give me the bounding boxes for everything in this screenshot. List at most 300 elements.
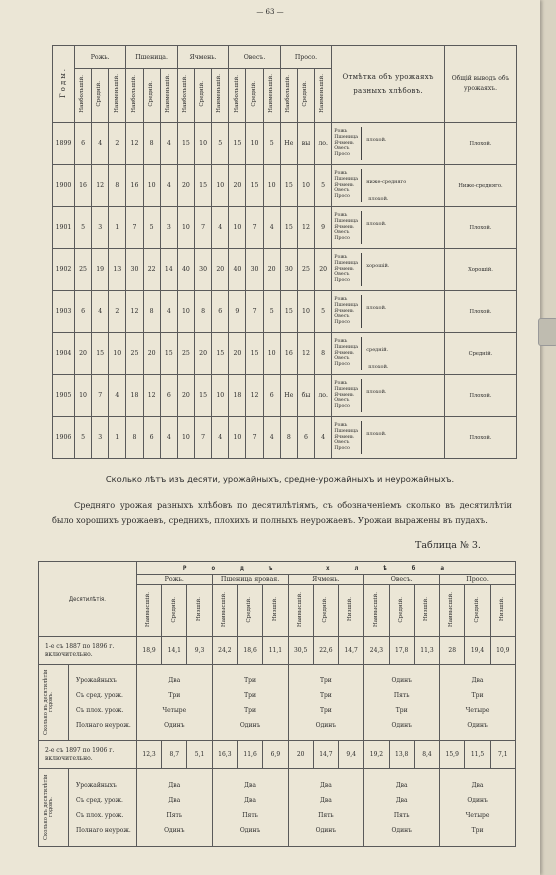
crop-name: Просо (334, 446, 350, 452)
value-cell: 8 (280, 417, 297, 459)
value-cell: 14,1 (162, 637, 187, 665)
count-word: Одинъ (467, 721, 488, 729)
count-word: Три (319, 691, 332, 699)
crop-notes-cell (332, 123, 445, 165)
sub-header (74, 69, 91, 123)
value-cell: 10 (297, 165, 314, 207)
value-cell: 16 (126, 165, 143, 207)
count-cell (440, 665, 516, 741)
sub-header-label: Наивысшій. (448, 591, 455, 628)
crop-notes-cell (332, 375, 445, 417)
value-cell: 15 (195, 165, 212, 207)
sub-header (160, 69, 177, 123)
row-label: Урожайныхъ (75, 781, 117, 789)
value-cell: 7 (246, 207, 263, 249)
sub-header-label: Наименьшій. (164, 74, 171, 113)
sub-header (263, 69, 280, 123)
value-cell: 15 (92, 333, 109, 375)
sub-header (195, 69, 212, 123)
value-cell: 4 (92, 291, 109, 333)
value-cell: 10 (212, 375, 229, 417)
value-cell: 10 (246, 123, 263, 165)
value-cell: 15 (246, 333, 263, 375)
value-cell: 24,2 (212, 637, 237, 665)
table-row (53, 417, 517, 459)
table-row (53, 375, 517, 417)
crop-name: Овесъ (334, 314, 350, 320)
value-cell: 25 (297, 249, 314, 291)
value-cell: 8 (195, 291, 212, 333)
count-word: Два (395, 796, 408, 804)
sub-header (263, 585, 288, 637)
count-cell (212, 769, 288, 847)
value-cell: 12 (143, 375, 160, 417)
sub-header-label: Наибольшій. (233, 74, 240, 113)
value-cell: 13,8 (389, 741, 414, 769)
crop-name: Пшеница (334, 260, 359, 266)
row-label: Съ плох. урож. (75, 706, 124, 714)
crop-name: Овесъ (334, 146, 350, 152)
crop-header: Пшеница. (126, 46, 177, 69)
value-cell: 22 (143, 249, 160, 291)
general-header: Общій выводъ объ урожаяхъ. (444, 46, 516, 123)
value-cell: 4 (212, 207, 229, 249)
value-cell: 7 (126, 207, 143, 249)
count-word: Одинъ (315, 826, 337, 834)
crop-name: Просо (334, 362, 350, 368)
year-cell: 1900 (53, 165, 75, 207)
sub-header-label: Наименьшій. (267, 74, 274, 113)
sub-header (126, 69, 143, 123)
sub-header-label: Наименьшій. (319, 74, 326, 113)
value-cell: 20 (212, 249, 229, 291)
general-cell: Плохой. (444, 417, 516, 459)
value-cell: 10,9 (490, 637, 515, 665)
side-label (39, 665, 69, 741)
crop-header: Овесъ. (364, 575, 440, 585)
value-cell: 8,4 (414, 741, 439, 769)
value-cell: 4 (109, 375, 126, 417)
count-cell (288, 769, 364, 847)
count-word: Пять (242, 811, 258, 819)
sub-header-label: Средній. (322, 596, 329, 623)
crop-notes-cell (332, 249, 445, 291)
general-cell: Плохой. (444, 207, 516, 249)
sub-header-label: Средній. (96, 80, 103, 107)
value-cell: 30,5 (288, 637, 313, 665)
value-cell: 5 (263, 291, 280, 333)
value-cell: 40 (177, 249, 194, 291)
count-cell (288, 665, 364, 741)
value-cell: 2 (109, 291, 126, 333)
value-cell: 12 (126, 123, 143, 165)
row-label: Полнаго неурож. (75, 721, 131, 729)
sub-header (212, 69, 229, 123)
value-cell: 14 (160, 249, 177, 291)
value-cell: 6 (212, 291, 229, 333)
table-row (53, 123, 517, 165)
value-cell: 10 (195, 123, 212, 165)
crop-name: Пшеница (334, 386, 359, 392)
value-cell: 7 (246, 291, 263, 333)
count-word: Пять (393, 811, 410, 819)
value-cell: 6 (143, 417, 160, 459)
crop-name: Рожь (334, 213, 348, 219)
count-word: Три (395, 706, 408, 714)
row-label: Съ плох. урож. (75, 811, 124, 819)
value-cell: 16,3 (212, 741, 237, 769)
period-row (39, 637, 516, 665)
value-cell: 12 (126, 291, 143, 333)
sub-header (177, 69, 194, 123)
value-cell: 9,3 (187, 637, 212, 665)
count-word: Два (395, 781, 408, 789)
decade-yield-table (38, 561, 516, 847)
value-cell: 2 (109, 123, 126, 165)
value-cell: 15,9 (440, 741, 465, 769)
value-cell: 28 (440, 637, 465, 665)
value-cell: 10 (177, 291, 194, 333)
crop-name: Овесъ (334, 356, 350, 362)
value-cell: 20 (177, 165, 194, 207)
row-labels (68, 665, 136, 741)
value-cell: 25 (177, 333, 194, 375)
crop-name: Ячмень (334, 182, 354, 188)
row-label: Съ сред. урож. (75, 691, 123, 699)
crop-name: Рожь (334, 423, 348, 429)
sub-header-label: Средній. (302, 80, 309, 107)
year-cell: 1903 (53, 291, 75, 333)
year-header: Годы. (53, 46, 75, 123)
table-label: Таблица № 3. (415, 540, 481, 551)
period-row (39, 741, 516, 769)
value-cell: 7 (195, 417, 212, 459)
sub-header (339, 585, 364, 637)
value-cell: 40 (229, 249, 246, 291)
value-cell: 8 (109, 165, 126, 207)
value-cell: 11,1 (263, 637, 288, 665)
value-cell: 11,6 (237, 741, 262, 769)
sub-header-label: Наивысшій. (372, 591, 379, 628)
sub-header-label: Наибольшій. (182, 74, 189, 113)
count-word: Два (168, 796, 181, 804)
value-cell: 10 (212, 165, 229, 207)
value-cell: 15 (195, 375, 212, 417)
general-cell: Ниже-средняго. (444, 165, 516, 207)
section-heading: Сколько лѣтъ изъ десяти, урожайныхъ, средне-урожайныхъ и неурожайныхъ. (105, 474, 455, 484)
brace (361, 295, 362, 328)
count-word: Два (168, 781, 181, 789)
value-cell: 12 (92, 165, 109, 207)
value-cell: 15 (280, 291, 297, 333)
brace (361, 169, 362, 202)
row-label: Урожайныхъ (75, 676, 117, 684)
table-row (53, 249, 517, 291)
crop-header: Овесъ. (229, 46, 280, 69)
crop-name: Овесъ (334, 272, 350, 278)
count-word: Одинъ (315, 721, 337, 729)
value-cell: 11,5 (465, 741, 490, 769)
value-cell: 19,2 (364, 741, 389, 769)
sub-header (297, 69, 314, 123)
note-mark: плохой. (366, 137, 387, 143)
crop-name: Просо (334, 404, 350, 410)
crop-header: Рожь. (136, 575, 212, 585)
crop-header: Ячмень. (177, 46, 228, 69)
value-cell: 3 (160, 207, 177, 249)
count-word: Три (471, 826, 484, 834)
general-cell: Плохой. (444, 375, 516, 417)
count-cell (364, 665, 440, 741)
sub-header-label: Средній. (147, 80, 154, 107)
notes-header: Отмѣтка объ урожаяхъ разныхъ хлѣбовъ. (332, 46, 445, 123)
value-cell: 8 (143, 291, 160, 333)
crop-name: Пшеница (334, 134, 359, 140)
sub-header-label: Средній. (199, 80, 206, 107)
value-cell: 6 (297, 417, 314, 459)
value-cell: 9 (229, 291, 246, 333)
value-cell: 6 (74, 291, 91, 333)
general-cell: Плохой. (444, 123, 516, 165)
value-cell: 4 (160, 165, 177, 207)
value-cell: 12 (297, 207, 314, 249)
paper-clip (538, 318, 556, 346)
value-cell: ло. (315, 375, 332, 417)
value-cell: 18,9 (136, 637, 161, 665)
count-word: Три (244, 691, 257, 699)
count-word: Два (244, 781, 257, 789)
value-cell: 10 (229, 207, 246, 249)
value-cell: 30 (246, 249, 263, 291)
value-cell: 4 (92, 123, 109, 165)
sub-header (440, 585, 465, 637)
sub-header (109, 69, 126, 123)
note-mark: плохой. (366, 305, 387, 311)
crop-name: Рожь (334, 129, 348, 135)
crop-name: Пшеница (334, 302, 359, 308)
value-cell: 6 (74, 123, 91, 165)
note-mark: плохой. (366, 389, 387, 395)
value-cell: 3 (92, 417, 109, 459)
year-cell: 1904 (53, 333, 75, 375)
count-word: Четыре (162, 706, 187, 714)
sub-header-label: Наивысшій. (296, 591, 303, 628)
row-label: Съ сред. урож. (75, 796, 123, 804)
count-cell (364, 769, 440, 847)
brace (361, 337, 362, 370)
crop-name: Ячмень (334, 392, 354, 398)
value-cell: Не (280, 123, 297, 165)
sub-header-label: Низшій. (195, 597, 202, 622)
value-cell: 6,9 (263, 741, 288, 769)
value-cell: бы (297, 375, 314, 417)
year-cell: 1905 (53, 375, 75, 417)
value-cell: 4 (160, 417, 177, 459)
sub-header-label: Средній. (397, 596, 404, 623)
value-cell: 5 (212, 123, 229, 165)
crop-header: Просо. (440, 575, 516, 585)
value-cell: 4 (160, 291, 177, 333)
value-cell: 16 (280, 333, 297, 375)
sub-header-label: Наивысшій. (221, 591, 228, 628)
crop-notes-cell (332, 333, 445, 375)
count-word: Два (168, 676, 181, 684)
crop-name: Просо (334, 152, 350, 158)
sub-header (136, 585, 161, 637)
general-cell: Хорошій. (444, 249, 516, 291)
value-cell: 10 (263, 165, 280, 207)
note-mark-secondary: плохой. (368, 196, 389, 202)
sub-header-label: Наименьшій. (113, 74, 120, 113)
value-cell: 8,7 (162, 741, 187, 769)
value-cell: 15 (212, 333, 229, 375)
crop-notes-cell (332, 291, 445, 333)
year-cell: 1901 (53, 207, 75, 249)
sub-header (229, 69, 246, 123)
value-cell: 20 (315, 249, 332, 291)
value-cell: 10 (109, 333, 126, 375)
value-cell: 6 (263, 375, 280, 417)
value-cell: 25 (126, 333, 143, 375)
value-cell: 20 (263, 249, 280, 291)
sub-header-label: Низшій. (423, 597, 430, 622)
general-cell: Средній. (444, 333, 516, 375)
crop-name: Пшеница (334, 218, 359, 224)
value-cell: 9 (315, 207, 332, 249)
crop-name: Овесъ (334, 188, 350, 194)
value-cell: 13 (109, 249, 126, 291)
value-cell: 1 (109, 207, 126, 249)
value-cell: 19 (92, 249, 109, 291)
crop-name: Рожь (334, 381, 348, 387)
value-cell: 10 (74, 375, 91, 417)
sub-header (280, 69, 297, 123)
yearly-yield-table (52, 45, 517, 459)
count-word: Два (471, 781, 484, 789)
value-cell: вы (297, 123, 314, 165)
value-cell: 15 (280, 165, 297, 207)
count-word: Три (244, 676, 257, 684)
count-cell (440, 769, 516, 847)
count-word: Одинъ (467, 796, 488, 804)
value-cell: 5 (263, 123, 280, 165)
value-cell: 4 (212, 417, 229, 459)
value-cell: 16 (74, 165, 91, 207)
count-word: Одинъ (391, 721, 412, 729)
row-labels (68, 769, 136, 847)
crop-header: Просо. (280, 46, 331, 69)
crop-name: Просо (334, 236, 350, 242)
sub-header (237, 585, 262, 637)
table-row (53, 207, 517, 249)
crop-name: Просо (334, 278, 350, 284)
year-cell: 1906 (53, 417, 75, 459)
sub-header (315, 69, 332, 123)
value-cell: 10 (297, 291, 314, 333)
table-row (53, 291, 517, 333)
sub-header (92, 69, 109, 123)
count-word: Три (319, 676, 332, 684)
note-mark-secondary: плохой. (368, 364, 389, 370)
count-word: Четыре (465, 811, 490, 819)
note-mark: ниже-средняго (366, 179, 407, 185)
sub-header-label: Наибольшій. (79, 74, 86, 113)
sub-header-label: Низшій. (271, 597, 278, 622)
side-label-text: Сколько въ десятилѣтіи годовъ. (43, 773, 55, 840)
count-word: Одинъ (164, 826, 185, 834)
crop-name: Ячмень (334, 140, 354, 146)
crop-name: Пшеница (334, 344, 359, 350)
count-word: Одинъ (391, 826, 412, 834)
page-number: — 63 — (256, 8, 284, 16)
count-word: Пять (318, 811, 334, 819)
value-cell: 5 (315, 165, 332, 207)
value-cell: 17,8 (389, 637, 414, 665)
crop-name: Рожь (334, 255, 348, 261)
value-cell: 5 (74, 417, 91, 459)
sub-header-label: Наименьшій. (216, 74, 223, 113)
sub-header (313, 585, 338, 637)
count-word: Одинъ (239, 721, 261, 729)
note-mark: плохой. (366, 221, 387, 227)
value-cell: 10 (229, 417, 246, 459)
count-word: Четыре (465, 706, 490, 714)
sub-header (490, 585, 515, 637)
note-mark: средній. (366, 347, 389, 353)
crop-name: Просо (334, 320, 350, 326)
value-cell: 20 (74, 333, 91, 375)
count-word: Два (319, 796, 332, 804)
sub-header (212, 585, 237, 637)
value-cell: 30 (195, 249, 212, 291)
value-cell: 15 (160, 333, 177, 375)
crop-name: Пшеница (334, 176, 359, 182)
value-cell: 24,3 (364, 637, 389, 665)
sub-header (414, 585, 439, 637)
count-word: Три (244, 706, 257, 714)
value-cell: 15 (229, 123, 246, 165)
value-cell: 5 (74, 207, 91, 249)
value-cell: 7 (246, 417, 263, 459)
crop-notes-cell (332, 207, 445, 249)
value-cell: 8 (143, 123, 160, 165)
count-word: Три (471, 691, 484, 699)
note-mark: плохой. (366, 431, 387, 437)
value-cell: 7 (195, 207, 212, 249)
crop-name: Овесъ (334, 230, 350, 236)
value-cell: 5,1 (187, 741, 212, 769)
crop-name: Ячмень (334, 434, 354, 440)
count-cell (136, 769, 212, 847)
value-cell: 14,7 (313, 741, 338, 769)
value-cell: ло. (315, 123, 332, 165)
crop-name: Рожь (334, 297, 348, 303)
value-cell: 11,3 (414, 637, 439, 665)
side-label (39, 769, 69, 847)
value-cell: 15 (246, 165, 263, 207)
sub-header (246, 69, 263, 123)
sub-header (187, 585, 212, 637)
value-cell: 4 (160, 123, 177, 165)
count-word: Одинъ (391, 676, 412, 684)
count-block-row (39, 769, 516, 847)
count-word: Одинъ (164, 721, 185, 729)
crop-name: Ячмень (334, 266, 354, 272)
value-cell: 30 (126, 249, 143, 291)
crop-name: Просо (334, 194, 350, 200)
count-word: Два (319, 781, 332, 789)
value-cell: 15 (177, 123, 194, 165)
